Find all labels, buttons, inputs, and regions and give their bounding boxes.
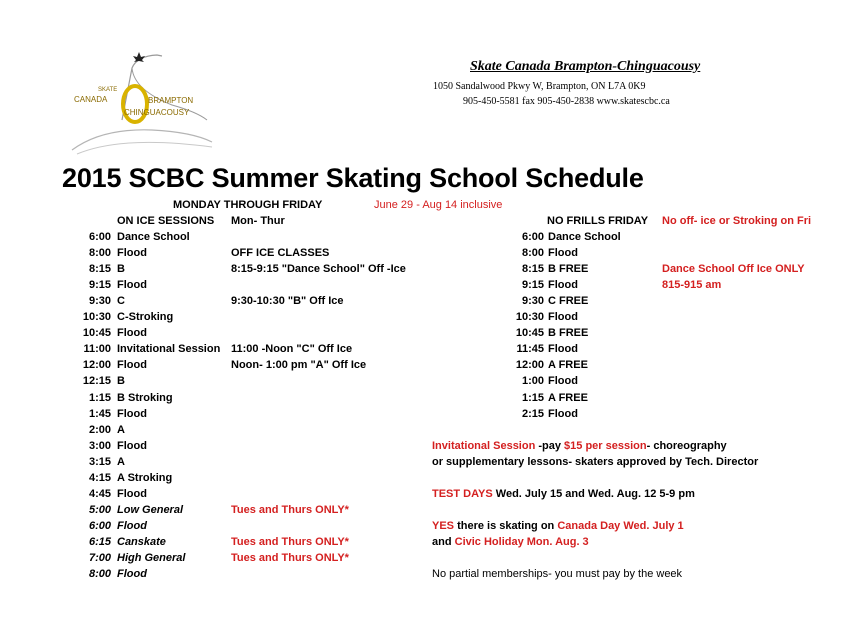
weekday-time: 3:00 xyxy=(88,440,111,452)
and-text: and xyxy=(432,536,455,548)
weekday-time: 8:00 xyxy=(88,568,111,580)
weekday-note: 11:00 -Noon "C" Off Ice xyxy=(231,343,353,355)
weekday-note: Tues and Thurs ONLY* xyxy=(231,504,349,516)
friday-session: Flood xyxy=(548,343,578,355)
invitational-note-line2: or supplementary lessons- skaters approved by Tech. Director xyxy=(432,456,759,468)
weekday-time: 1:15 xyxy=(88,392,111,404)
weekday-time: 12:00 xyxy=(82,359,111,371)
weekday-session: Flood xyxy=(117,247,147,259)
weekday-session: Low General xyxy=(117,504,184,516)
invitational-label: Invitational Session xyxy=(432,440,536,452)
friday-time: 10:30 xyxy=(515,311,544,323)
mon-thur-heading: Mon- Thur xyxy=(231,215,285,227)
weekday-session: A Stroking xyxy=(117,472,173,484)
weekday-time: 7:00 xyxy=(88,552,111,564)
friday-session: Dance School xyxy=(548,231,621,243)
page-title: 2015 SCBC Summer Skating School Schedule xyxy=(62,163,644,193)
logo-canada-text: CANADA xyxy=(74,95,108,104)
weekday-note: Tues and Thurs ONLY* xyxy=(231,536,349,548)
friday-time: 9:15 xyxy=(521,279,544,291)
invitational-rest: - choreography xyxy=(646,440,727,452)
test-days-note xyxy=(432,488,695,501)
weekday-note: 8:15-9:15 "Dance School" Off -Ice xyxy=(231,263,406,275)
weekday-session: Flood xyxy=(117,327,147,339)
friday-time: 8:15 xyxy=(521,263,544,275)
yes-text: there is skating on xyxy=(454,520,558,532)
friday-time: 6:00 xyxy=(521,231,544,243)
friday-time: 11:45 xyxy=(516,343,544,355)
friday-time: 2:15 xyxy=(521,408,544,420)
weekday-time: 4:15 xyxy=(88,472,111,484)
org-name: Skate Canada Brampton-Chinguacousy xyxy=(470,59,701,74)
yes-label: YES xyxy=(432,520,455,532)
friday-time: 10:45 xyxy=(515,327,544,339)
friday-time: 9:30 xyxy=(521,295,544,307)
friday-time: 8:00 xyxy=(521,247,544,259)
weekday-session: A xyxy=(117,424,125,436)
friday-session: A FREE xyxy=(548,392,588,404)
weekday-session: Dance School xyxy=(117,231,190,243)
friday-session: Flood xyxy=(548,408,578,420)
weekday-session: Flood xyxy=(117,520,147,532)
civic-holiday-note xyxy=(432,536,589,549)
weekday-time: 10:45 xyxy=(82,327,111,339)
weekday-time: 2:00 xyxy=(88,424,111,436)
weekday-session: B xyxy=(117,375,125,387)
friday-dance-note: Dance School Off Ice ONLY xyxy=(662,263,805,275)
friday-session: C FREE xyxy=(548,295,589,307)
weekday-note: Tues and Thurs ONLY* xyxy=(231,552,349,564)
membership-note: No partial memberships- you must pay by the week xyxy=(432,568,683,580)
off-ice-classes-heading: OFF ICE CLASSES xyxy=(231,247,330,259)
friday-dance-time: 815-915 am xyxy=(662,279,722,291)
weekday-session: Flood xyxy=(117,408,147,420)
canada-day-note xyxy=(432,520,684,533)
friday-time: 1:00 xyxy=(521,375,544,387)
friday-session: A FREE xyxy=(548,359,588,371)
weekday-session: Flood xyxy=(117,568,147,580)
weekday-note: 9:30-10:30 "B" Off Ice xyxy=(231,295,344,307)
civic-holiday: Civic Holiday Mon. Aug. 3 xyxy=(454,536,589,548)
weekday-time: 8:15 xyxy=(88,263,111,275)
maple-leaf-icon xyxy=(133,52,145,62)
weekday-time: 10:30 xyxy=(82,311,111,323)
weekday-time: 6:00 xyxy=(88,520,111,532)
scbc-logo xyxy=(62,50,222,160)
weekday-time: 4:45 xyxy=(88,488,111,500)
weekday-time: 12:15 xyxy=(82,375,111,387)
friday-session: Flood xyxy=(548,311,578,323)
friday-session: B FREE xyxy=(548,263,589,275)
weekday-time: 1:45 xyxy=(88,408,111,420)
invitational-price: $15 per session xyxy=(564,440,647,452)
invitational-note xyxy=(432,440,727,453)
weekday-session: High General xyxy=(117,552,186,564)
org-contact: 905-450-5581 fax 905-450-2838 www.skatescbc.ca xyxy=(463,96,670,107)
friday-session: Flood xyxy=(548,247,578,259)
weekday-time: 9:15 xyxy=(88,279,111,291)
friday-time: 12:00 xyxy=(515,359,544,371)
friday-note: No off- ice or Stroking on Fri xyxy=(662,215,812,227)
weekday-dates: June 29 - Aug 14 inclusive xyxy=(374,199,503,211)
friday-heading: NO FRILLS FRIDAY xyxy=(547,215,649,227)
invitational-pay: -pay xyxy=(535,440,565,452)
weekday-time: 8:00 xyxy=(88,247,111,259)
weekday-session: Flood xyxy=(117,488,147,500)
org-address: 1050 Sandalwood Pkwy W, Brampton, ON L7A 0K9 xyxy=(433,81,646,92)
weekday-session: C-Stroking xyxy=(117,311,174,323)
weekday-time: 6:00 xyxy=(88,231,111,243)
logo-skate-text: SKATE xyxy=(98,87,118,93)
weekday-note: Noon- 1:00 pm "A" Off Ice xyxy=(231,359,367,371)
logo-brampton-text: BRAMPTON xyxy=(148,96,194,105)
weekday-session: Flood xyxy=(117,440,147,452)
weekday-session: A xyxy=(117,456,125,468)
weekday-time: 5:00 xyxy=(88,504,111,516)
on-ice-sessions-heading: ON ICE SESSIONS xyxy=(117,215,215,227)
weekday-heading: MONDAY THROUGH FRIDAY xyxy=(173,199,323,211)
test-days-label: TEST DAYS xyxy=(432,488,493,500)
weekday-time: 3:15 xyxy=(88,456,111,468)
weekday-session: B xyxy=(117,263,125,275)
test-days-text: Wed. July 15 and Wed. Aug. 12 5-9 pm xyxy=(492,488,695,500)
weekday-time: 6:15 xyxy=(88,536,111,548)
canada-day: Canada Day Wed. July 1 xyxy=(557,520,684,532)
weekday-session: Invitational Session xyxy=(117,343,221,355)
friday-time: 1:15 xyxy=(521,392,544,404)
weekday-session: B Stroking xyxy=(117,392,173,404)
weekday-time: 9:30 xyxy=(88,295,111,307)
weekday-session: C xyxy=(117,295,125,307)
friday-session: Flood xyxy=(548,375,578,387)
weekday-session: Flood xyxy=(117,279,147,291)
weekday-session: Canskate xyxy=(117,536,166,548)
weekday-session: Flood xyxy=(117,359,147,371)
logo-chinguacousy-text: CHINGUACOUSY xyxy=(124,108,190,117)
friday-session: Flood xyxy=(548,279,578,291)
weekday-time: 11:00 xyxy=(83,343,111,355)
friday-session: B FREE xyxy=(548,327,589,339)
